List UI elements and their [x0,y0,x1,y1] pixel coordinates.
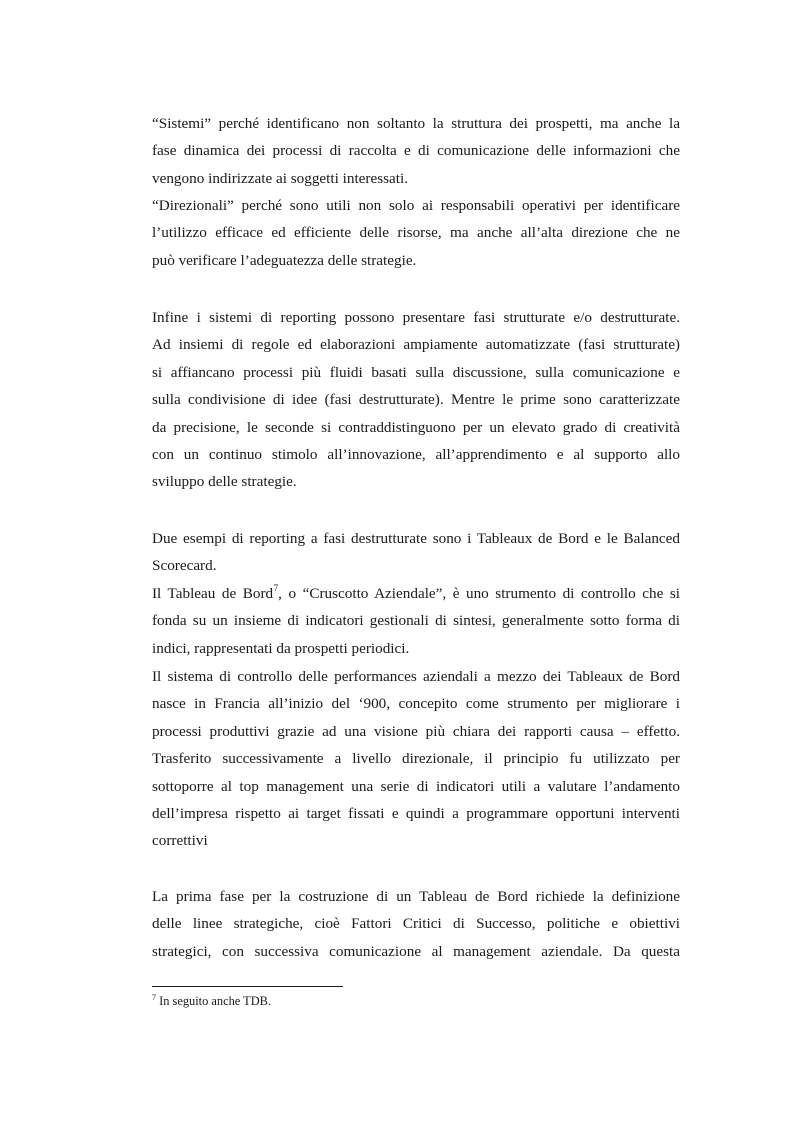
text-line: sulla condivisione di idee (fasi destrutturate). Mentre le prime sono caratterizzate [152,391,680,409]
paragraph-due-esempi [152,525,680,580]
text-fragment: , o “Cruscotto Aziendale”, è uno strumento di controllo che si [278,585,680,602]
text-line: Il sistema di controllo delle performances aziendali a mezzo dei Tableaux de Bord [152,668,680,685]
text-line: Infine i sistemi di reporting possono presentare fasi strutturate e/o destrutturate. [152,309,680,326]
text-line: strategici, con successiva comunicazione al management aziendale. Da questa [152,942,680,960]
text-line: “Direzionali” perché sono utili non solo ai responsabili operativi per identificare [152,197,680,214]
footnote-mark: 7 [152,993,156,1002]
text-fragment: Il Tableau de Bord [152,585,274,602]
text-line: può verificare l’adeguatezza delle strategie. [152,251,417,269]
footnote-reference: 7 [273,583,279,593]
text-line: Ad insiemi di regole ed elaborazioni ampiamente automatizzate (fasi strutturate) [152,336,680,354]
footnote-divider [152,986,343,987]
text-line: Trasferito successivamente a livello direzionale, il principio fu utilizzato per [152,750,680,768]
text-line: Scorecard. [152,557,217,575]
text-line: l’utilizzo efficace ed efficiente delle risorse, ma anche all’alta direzione che ne [152,224,680,242]
paragraph-sistema-controllo [152,663,680,855]
paragraph-tableau-de-bord [152,580,680,662]
text-line: vengono indirizzate ai soggetti interessati. [152,169,408,187]
text-line: indici, rappresentati da prospetti periodici. [152,639,410,657]
paragraph-direzionali [152,192,680,274]
text-line: Due esempi di reporting a fasi destrutturate sono i Tableaux de Bord e le Balanced [152,530,680,547]
text-line: processi produttivi grazie ad una visione più chiara dei rapporti causa – effetto. [152,722,680,740]
text-line: dell’impresa rispetto ai target fissati e quindi a programmare opportuni interventi [152,804,680,822]
text-line: con un continuo stimolo all’innovazione, all’apprendimento e al supporto allo [152,445,680,463]
footnote-text: In seguito anche TDB. [156,994,272,1008]
text-line-with-footnote [152,580,680,607]
text-line: correttivi [152,832,208,850]
text-line: sottoporre al top management una serie di indicatori utili a valutare l’andamento [152,777,680,795]
footnote [152,993,271,1011]
text-line: delle linee strategiche, cioè Fattori Critici di Successo, politiche e obiettivi [152,915,680,933]
text-line: nasce in Francia all’inizio del ‘900, concepito come strumento per migliorare i [152,695,680,713]
paragraph-prima-fase [152,883,680,965]
text-line: fase dinamica dei processi di raccolta e di comunicazione delle informazioni che [152,142,680,160]
text-line: La prima fase per la costruzione di un Tableau de Bord richiede la definizione [152,888,680,905]
paragraph-infine [152,304,680,496]
text-line: fonda su un insieme di indicatori gestionali di sintesi, generalmente sotto forma di [152,612,680,630]
paragraph-sistemi [152,110,680,192]
text-line: da precisione, le seconde si contraddistinguono per un elevato grado di creatività [152,418,680,436]
text-line: si affiancano processi più fluidi basati sulla discussione, sulla comunicazione e [152,363,680,381]
text-line: sviluppo delle strategie. [152,473,297,491]
text-line: “Sistemi” perché identificano non soltanto la struttura dei prospetti, ma anche la [152,115,680,132]
